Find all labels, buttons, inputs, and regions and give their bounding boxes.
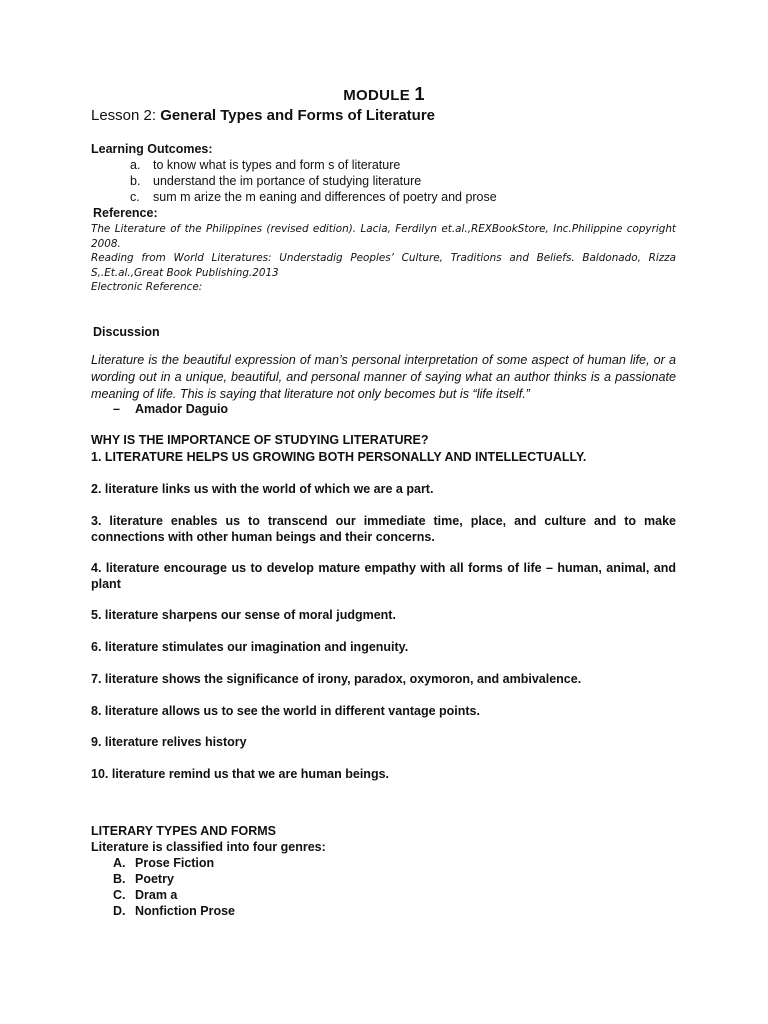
outcome-item	[130, 158, 400, 172]
outcome-text: understand the im portance of studying literature	[153, 174, 422, 188]
outcome-item	[130, 190, 497, 204]
importance-item: 9. literature relives history	[91, 735, 247, 749]
importance-item: 7. literature shows the significance of irony, paradox, oxymoron, and ambivalence.	[91, 672, 582, 686]
reference-item: The Literature of the Philippines (revised edition). Lacia, Ferdilyn et.al.,REXBookStore, Inc.Philippine copyright 2008.	[91, 223, 676, 250]
outcome-text: to know what is types and form s of literature	[153, 158, 401, 172]
module-title	[0, 84, 768, 105]
author-dash: –	[113, 402, 120, 416]
genre-text: Prose Fiction	[135, 856, 215, 870]
outcome-text: sum m arize the m eaning and differences of poetry and prose	[153, 190, 497, 204]
discussion-quote: Literature is the beautiful expression of man’s personal interpretation of some aspect of human life, or a wording out in a unique, beautiful, and personal manner of saying what an author thinks is a passionate meaning of life. This is saying that literature not only becomes but is “life itself.”	[91, 353, 676, 401]
importance-item: 6. literature stimulates our imagination and ingenuity.	[91, 640, 409, 654]
types-heading: LITERARY TYPES AND FORMS	[91, 824, 276, 838]
lesson-prefix: Lesson 2:	[91, 107, 157, 124]
importance-item: 10. literature remind us that we are human beings.	[91, 767, 389, 781]
lesson-heading	[91, 107, 435, 124]
importance-heading: WHY IS THE IMPORTANCE OF STUDYING LITERATURE?	[91, 433, 429, 447]
genre-item	[113, 888, 177, 902]
outcome-item	[130, 174, 421, 188]
author-name: Amador Daguio	[135, 402, 229, 416]
quote-author	[113, 402, 228, 416]
genre-marker: B.	[113, 872, 126, 886]
outcomes-label: Learning Outcomes:	[91, 142, 213, 156]
discussion-label: Discussion	[93, 325, 160, 339]
outcome-marker: a.	[130, 158, 141, 172]
reference-label: Reference:	[93, 206, 158, 220]
genre-text: Poetry	[135, 872, 174, 886]
reference-item: Reading from World Literatures: Understadig Peoples’ Culture, Traditions and Beliefs. Baldonado, Rizza S,.Et.al.,Great Book Publishing.2013	[91, 252, 676, 279]
outcome-marker: b.	[130, 174, 141, 188]
lesson-title: General Types and Forms of Literature	[160, 107, 436, 124]
module-number: 1	[414, 84, 425, 104]
genre-item	[113, 904, 235, 918]
importance-item: 2. literature links us with the world of which we are a part.	[91, 482, 434, 496]
importance-item: 5. literature sharpens our sense of moral judgment.	[91, 608, 396, 622]
genre-marker: D.	[113, 904, 126, 918]
importance-item: 8. literature allows us to see the world in different vantage points.	[91, 704, 480, 718]
importance-item: 1. LITERATURE HELPS US GROWING BOTH PERSONALLY AND INTELLECTUALLY.	[91, 450, 587, 464]
module-word: MODULE	[343, 87, 410, 104]
outcome-marker: c.	[130, 190, 140, 204]
types-intro: Literature is classified into four genres:	[91, 840, 326, 854]
genre-item	[113, 872, 174, 886]
genre-text: Dram a	[135, 888, 178, 902]
electronic-reference-label: Electronic Reference:	[91, 281, 203, 293]
genre-item	[113, 856, 214, 870]
genre-marker: C.	[113, 888, 126, 902]
genre-marker: A.	[113, 856, 126, 870]
importance-item: 4. literature encourage us to develop mature empathy with all forms of life – human, animal, and plant	[91, 561, 676, 591]
genre-text: Nonfiction Prose	[135, 904, 236, 918]
importance-item: 3. literature enables us to transcend our immediate time, place, and culture and to make connections with other human beings and their concerns.	[91, 514, 676, 544]
